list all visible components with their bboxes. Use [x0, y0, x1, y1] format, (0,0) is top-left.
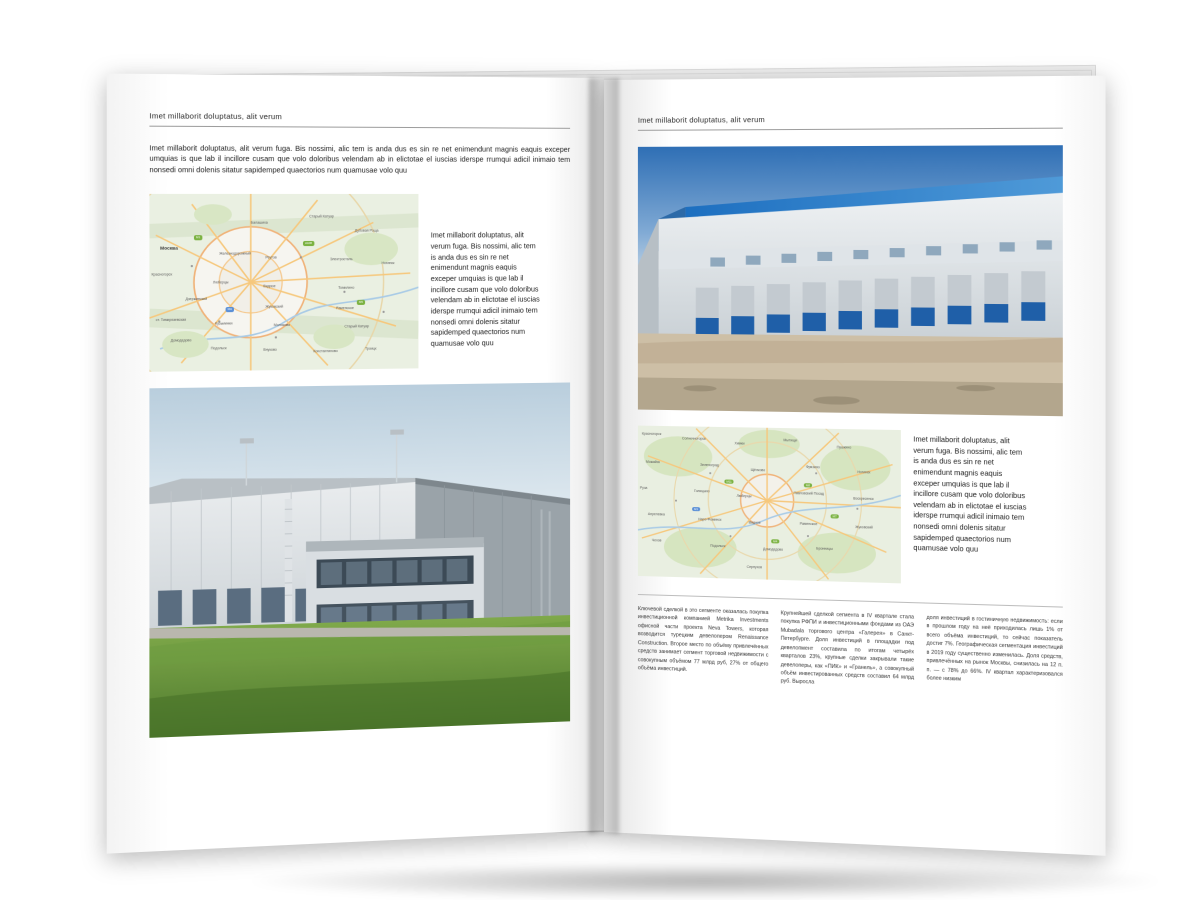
map-label: Домодедово	[171, 339, 192, 343]
map-road-badge: М11	[724, 480, 733, 484]
photo-artwork	[149, 383, 570, 738]
map-label: Бронницы	[816, 546, 832, 550]
map-label: Кузьминки	[215, 322, 232, 326]
map-label: Руза	[640, 486, 647, 490]
map-road-badge: М4	[226, 307, 234, 311]
left-page	[107, 74, 604, 854]
map-label: Реутов	[265, 256, 276, 260]
map-label: Внуково	[263, 348, 276, 352]
map-label: Жуковский	[855, 525, 873, 530]
map-label: Красногорск	[152, 273, 173, 277]
map-road-badge: М5	[357, 300, 365, 304]
map-road-badge: М1	[194, 236, 202, 240]
map-label: Электросталь	[330, 258, 353, 262]
map-label: Старый Катуар	[309, 215, 334, 219]
map-label: Наро-Фоминск	[698, 517, 721, 522]
drop-shadow	[240, 862, 1170, 900]
map-label: Балашиха	[251, 221, 268, 225]
caption-left: Imet millaborit doluptatus, alit verum fuga. Bis nossimi, alic tem is anda dus es sin re net enimendunt magnis eaquis exceper umquias is que lab il incillore cusam que volo doloribus velendam ab in elictotae el iuscias iderspe rrumqui adicil inimaio tem nonsedi omni dolenis sitatur sapidemped quaectorios num quamusae volo quu	[431, 194, 542, 349]
map-label: Константиново	[313, 349, 337, 353]
map-label: Подольск	[710, 544, 725, 548]
map-label: Ногинск	[382, 261, 395, 265]
map-label: Троицк	[365, 347, 376, 351]
map-label: Чехов	[652, 538, 661, 542]
map-road-badge: М8	[804, 483, 812, 487]
map-label: Красногорск	[642, 432, 661, 436]
map-label: Домодедово	[763, 547, 783, 552]
map-label: ст. Тимирязевская	[156, 318, 186, 322]
map-label: Можайск	[646, 460, 660, 464]
map-label: Щёлково	[751, 468, 765, 472]
map-label: Голицыно	[694, 489, 710, 493]
map-label: Солнечногорск	[682, 436, 706, 440]
map-label: Жуковский	[265, 305, 283, 309]
moscow-oblast-map	[638, 426, 901, 584]
map-label: Люберцы	[737, 494, 752, 498]
map-label: Пушкино	[837, 445, 851, 449]
map-label: Молоково	[274, 323, 290, 327]
map-label-city: Москва	[160, 246, 178, 251]
map-label: Воскресенск	[853, 496, 873, 501]
map-label: Фрязино	[806, 465, 820, 469]
map-label: Мытищи	[783, 438, 797, 442]
map-label: Зеленоград	[700, 463, 719, 467]
moscow-region-map	[149, 194, 418, 372]
map-label: Раменское	[800, 522, 818, 526]
map-label: Видное	[263, 285, 275, 289]
map-label: Серпухов	[747, 565, 762, 569]
map-label: Раменское	[336, 306, 354, 310]
warehouse-loading-docks-photo	[638, 145, 1063, 416]
article-columns	[638, 594, 1063, 696]
map-label: Ногинск	[857, 470, 870, 474]
photo-artwork	[638, 145, 1063, 416]
map-road-badge: М1	[692, 507, 700, 511]
map-label: Химки	[735, 441, 745, 445]
map-label: Старый Катуар	[344, 325, 369, 329]
article-column: доля инвестиций в гостиничную недвижимость: если в прошлом году на неё приходилась лишь 1% от всего объёма инвестиций, то сейчас показатель достиг 7%. Географическая сегментация инвестиций в 2019 году существенно изменилась. Доля средств, привлечённых на рынок Москвы, снизилась на 12 п. п. — с 78% до 66%. IV квартал характеризовался более низким	[927, 614, 1063, 697]
map-roads-layer	[149, 194, 418, 372]
running-head-right: Imet millaborit doluptatus, alit verum	[638, 113, 1063, 131]
lead-paragraph-left: Imet millaborit doluptatus, alit verum fuga. Bis nossimi, alic tem is anda dus es sin re net enimendunt magnis eaquis exceper umquias is que lab il incillore cusam que volo doloribus velendam ab in elictotae el iuscias iderspe rrumqui adicil inimaio tem nonsedi omni dolenis sitatur sapidemped quaectorios num quamusae volo quu	[149, 143, 570, 176]
map-label: Томилино	[338, 286, 354, 290]
map-label: Павловский Посад	[794, 491, 824, 496]
magazine-spread	[100, 62, 1110, 852]
map-road-badge: М4	[771, 539, 779, 543]
map-roads-layer	[638, 426, 901, 584]
map-label: Люберцы	[213, 281, 229, 285]
map-label: Железнодорожный	[219, 252, 250, 256]
map-label: Подольск	[211, 347, 227, 351]
map-label: Дубовая Роща	[355, 229, 379, 233]
running-head-left: Imet millaborit doluptatus, alit verum	[149, 111, 570, 129]
map-label: Видное	[749, 520, 761, 524]
map-road-badge: М7	[831, 514, 839, 518]
map-road-badge: А108	[303, 241, 314, 245]
map-label: Апрелевка	[648, 512, 665, 516]
article-column: Крупнейшей сделкой сегмента в IV квартале стала покупка РФПИ и инвестиционными фондами из ОАЭ Mubadala торгового центра «Галерея» в Санкт-Петербурге. Доля инвестиций в площадки под девелопмент составила по итогам четырёх кварталов 23%, крупные сделки закрывали такие девелоперы, как «ПИК» и «Гранель», а совокупный объём инвестированных средств составил 64 млрд руб. Выросла	[781, 609, 914, 691]
caption-right: Imet millaborit doluptatus, alit verum fuga. Bis nossimi, alic tem is anda dus es sin re net enimendunt magnis eaquis exceper umquias is que lab il incillore cusam que volo doloribus velendam ab in elictotae el iuscias iderspe rrumqui adicil inimaio tem nonsedi omni dolenis sitatur sapidemped quaectorios num quamusae volo quu	[913, 430, 1029, 557]
right-page	[604, 76, 1106, 856]
warehouse-office-exterior-photo	[149, 383, 570, 738]
map-label: Дзержинский	[185, 297, 207, 301]
article-column: Ключевой сделкой в это сегменте оказалась покупка инвестиционной компанией Metrika Investments офисной части проекта Neva Towers, которая возводится турецким девелопером Renaissance Construction. Второе место по объёму привлечённых средств занимает сегмент торговой недвижимости с совокупным объёмом 77 млрд руб, 27% от общего объёма инвестиций.	[638, 605, 769, 686]
